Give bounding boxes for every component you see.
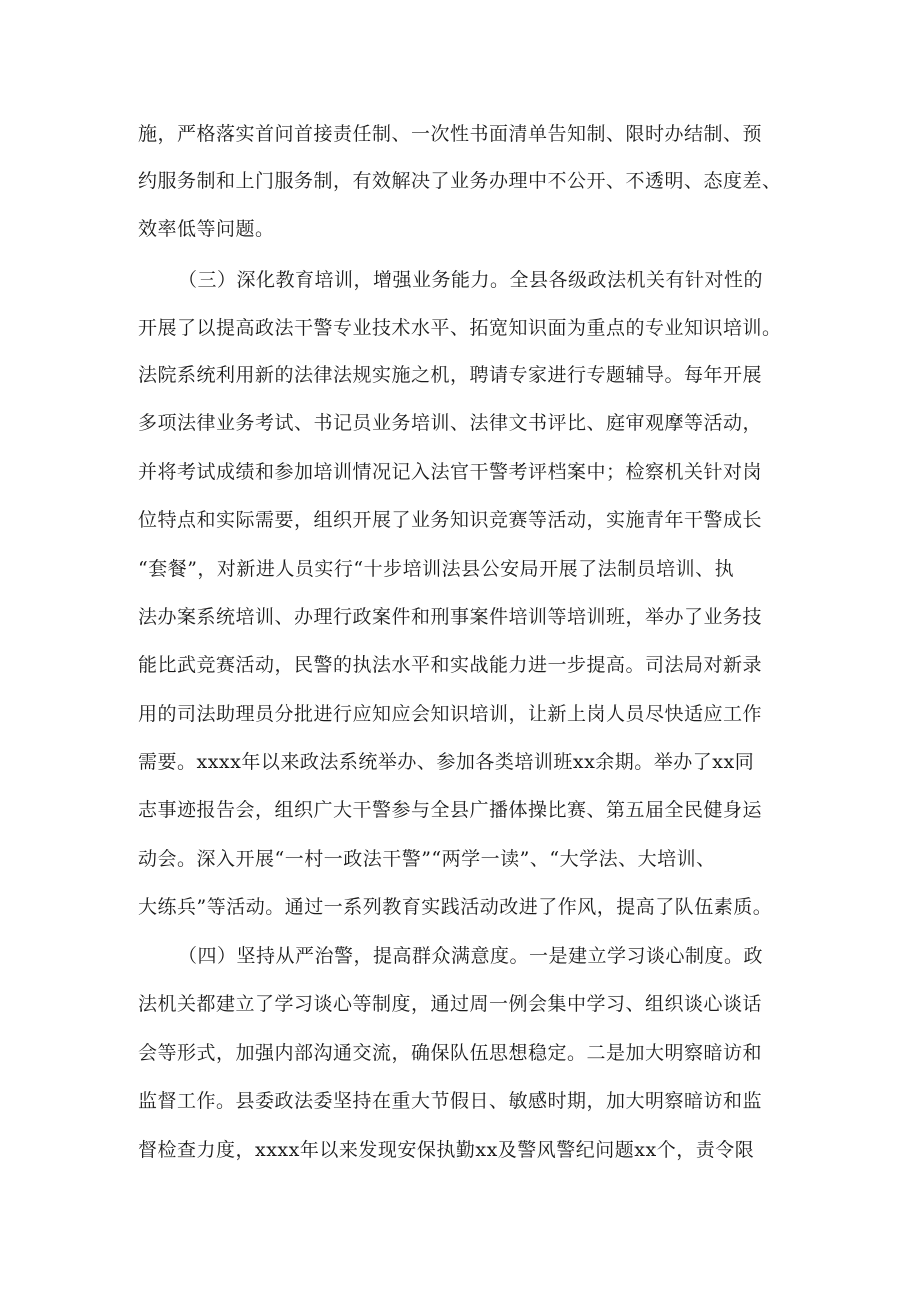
text-line: 约服务制和上门服务制，有效解决了业务办理中不公开、不透明、态度差、 (138, 170, 782, 192)
text-line: 并将考试成绩和参加培训情况记入法官干警考评档案中；检察机关针对岗 (138, 461, 763, 483)
text-line: 开展了以提高政法干警专业技术水平、拓宽知识面为重点的专业知识培训。 (138, 317, 782, 339)
paragraph-start-line: （四）坚持从严治警，提高群众满意度。一是建立学习谈心制度。政 (178, 945, 764, 967)
text-line: 需要。xxxx年以来政法系统举办、参加各类培训班xx余期。举办了xx同 (138, 751, 755, 773)
text-line: 大练兵”等活动。通过一系列教育实践活动改进了作风，提高了队伍素质。 (138, 896, 773, 918)
text-line: 法院系统利用新的法律法规实施之机，聘请专家进行专题辅导。每年开展 (138, 364, 763, 386)
text-line: 督检查力度，xxxx年以来发现安保执勤xx及警风警纪问题xx个，责令限 (138, 1139, 755, 1161)
text-line: 志事迹报告会，组织广大干警参与全县广播体操比赛、第五届全民健身运 (138, 799, 763, 821)
text-line: 监督工作。县委政法委坚持在重大节假日、敏感时期，加大明察暗访和监 (138, 1090, 763, 1112)
text-line: 动会。深入开展“一村一政法干警”“两学一读”、“大学法、大培训、 (138, 848, 716, 870)
text-line: 法办案系统培训、办理行政案件和刑事案件培训等培训班，举办了业务技 (138, 606, 763, 628)
text-line: 用的司法助理员分批进行应知应会知识培训，让新上岗人员尽快适应工作 (138, 703, 763, 725)
paragraph-start-line: （三）深化教育培训，增强业务能力。全县各级政法机关有针对性的 (178, 269, 764, 291)
text-line: 位特点和实际需要，组织开展了业务知识竞赛等活动，实施青年干警成长 (138, 509, 763, 531)
text-line: 效率低等问题。 (138, 218, 275, 240)
text-line: 能比武竞赛活动，民警的执法水平和实战能力进一步提高。司法局对新录 (138, 654, 763, 676)
text-line: “套餐”，对新进人员实行“十步培训法县公安局开展了法制员培训、执 (138, 558, 735, 580)
text-line: 施，严格落实首问首接责任制、一次性书面清单告知制、限时办结制、预 (138, 123, 763, 145)
text-line: 会等形式，加强内部沟通交流，确保队伍思想稳定。二是加大明察暗访和 (138, 1042, 763, 1064)
text-line: 法机关都建立了学习谈心等制度，通过周一例会集中学习、组织谈心谈话 (138, 993, 763, 1015)
text-line: 多项法律业务考试、书记员业务培训、法律文书评比、庭审观摩等活动， (138, 412, 763, 434)
